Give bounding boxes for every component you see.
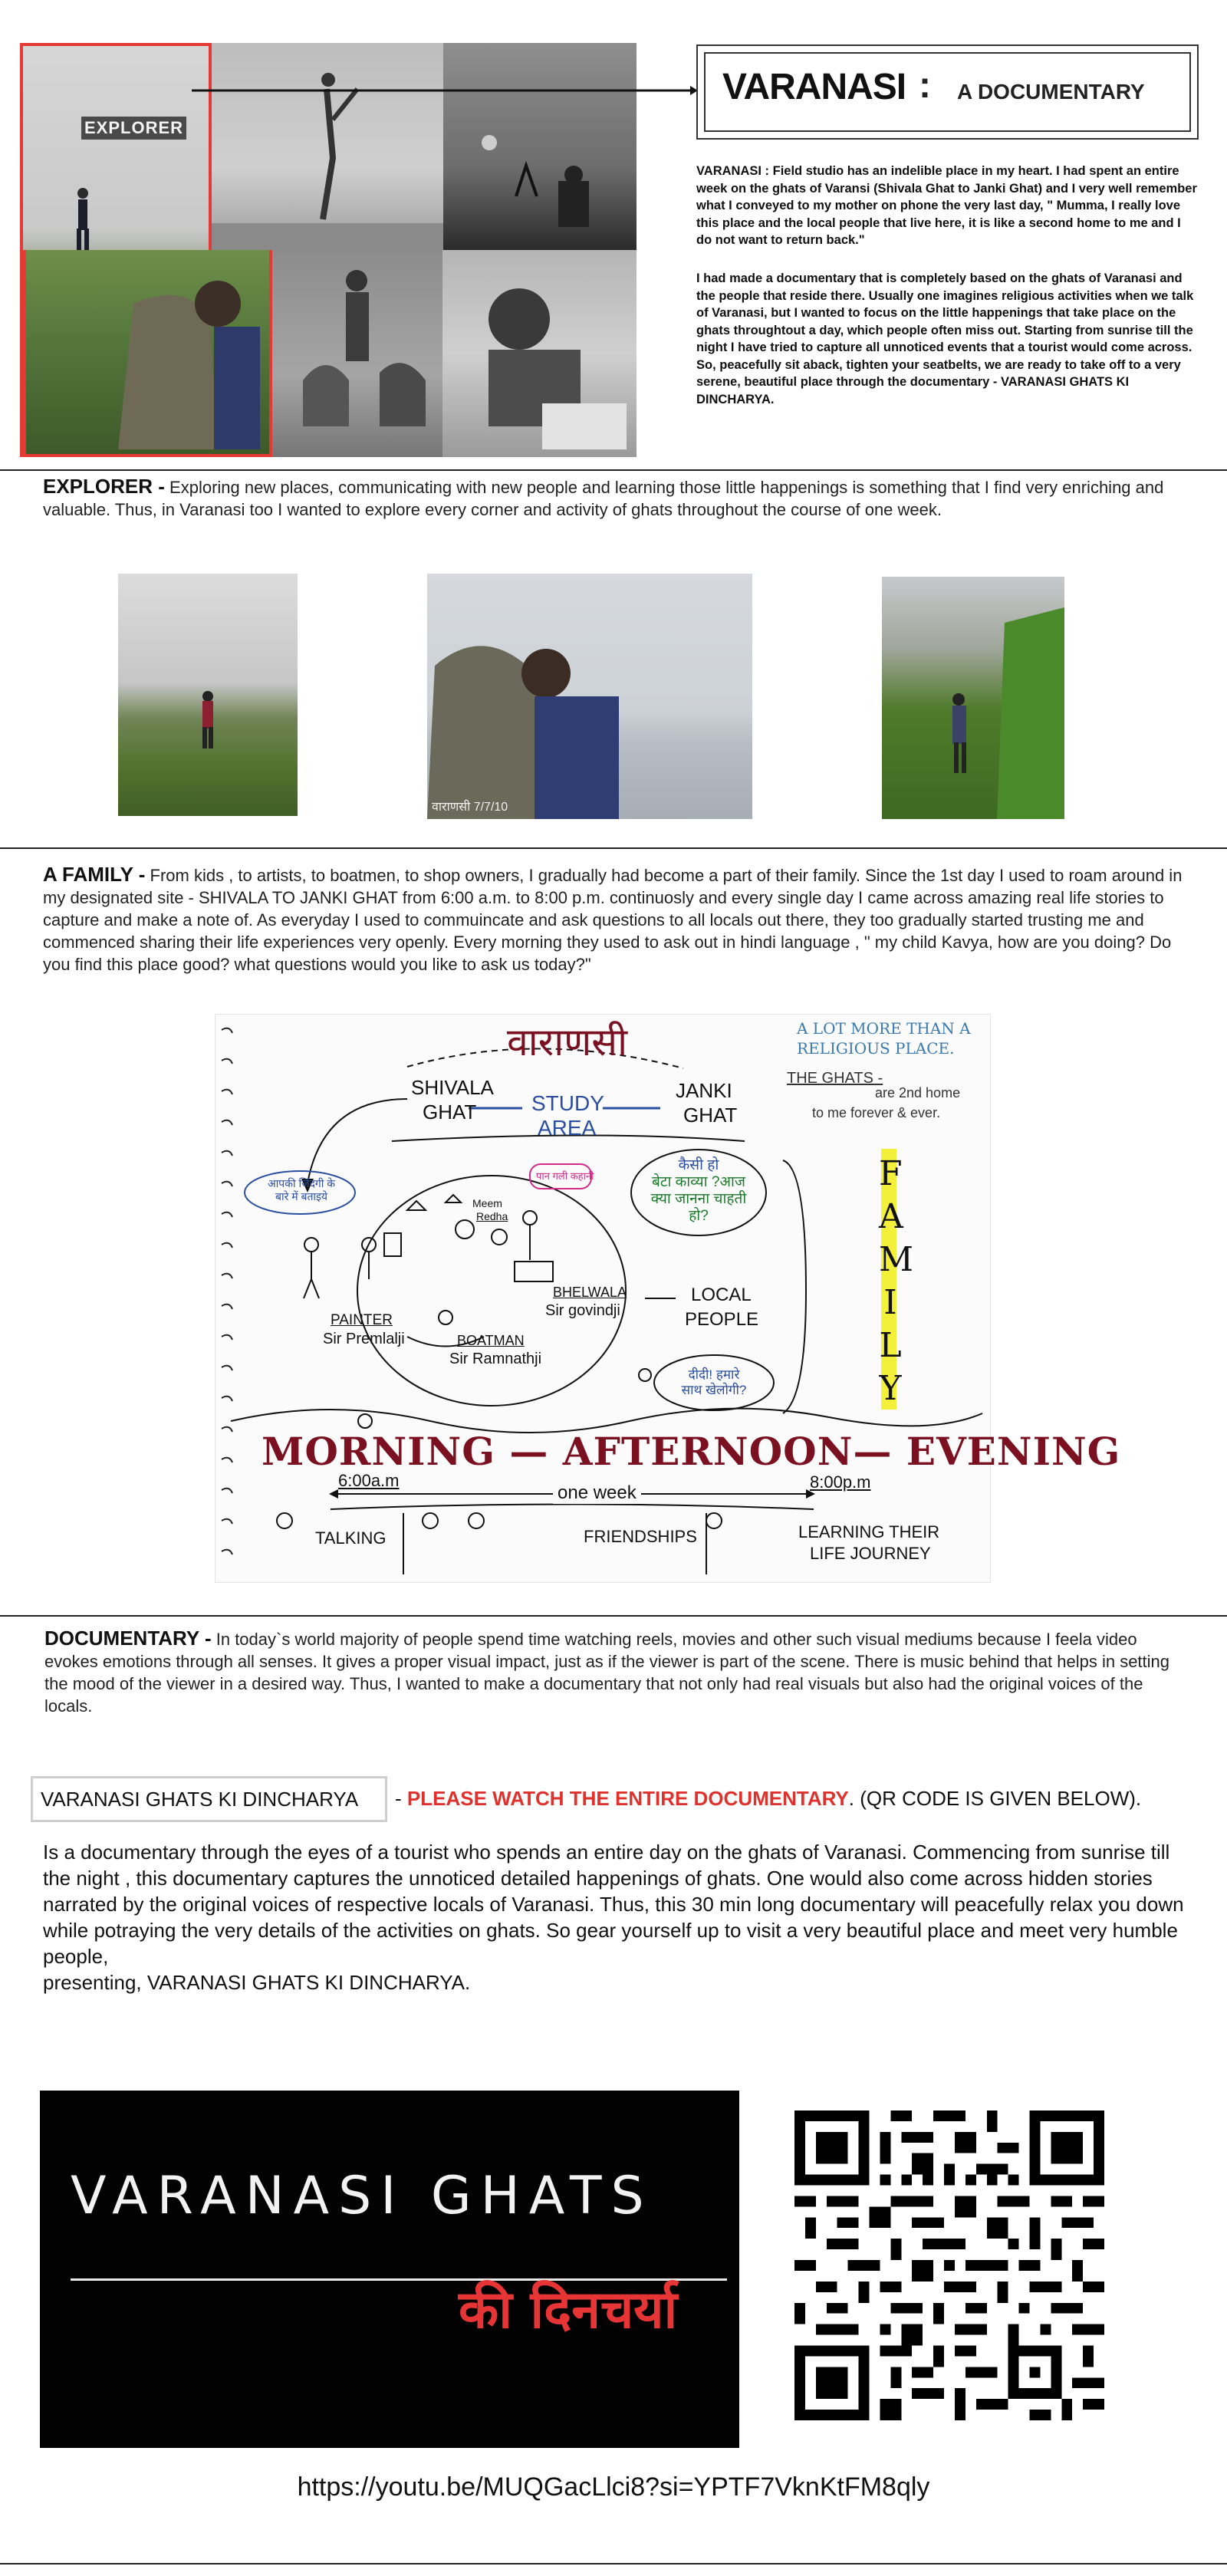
sketch-bubble-2-line-1: कैसी हो bbox=[678, 1157, 719, 1173]
collage-photo-telescope bbox=[443, 43, 637, 250]
explorer-photo-path bbox=[882, 577, 1064, 819]
sketch-painter-name: Sir Premlalji bbox=[323, 1331, 405, 1347]
sketch-boatman-name: Sir Ramnathji bbox=[449, 1351, 542, 1367]
section-divider bbox=[0, 847, 1227, 849]
sketch-note-3: THE GHATS - bbox=[787, 1070, 883, 1087]
sketch-bhelwala: BHELWALA bbox=[553, 1285, 627, 1300]
watch-notice bbox=[395, 1787, 1141, 1811]
dincharya-description-text: Is a documentary through the eyes of a tourist who spends an entire day on the ghats of Varanasi. Commencing from sunrise till the night , this documentary captures the unnoticed detailed happenings of ghats. One would also come across hidden stories narrated by the original voices of respective locals of Varanasi. Thus, this 30 min long documentary will peacefully relax you down while potraying the very details of the activities on ghats. So gear yourself up to visit a very beautiful place and meet very humble people, bbox=[43, 1841, 1184, 1968]
youtube-link[interactable]: https://youtu.be/MUQGacLlci8?si=YPTF7VknKtFM8qly bbox=[297, 2472, 930, 2502]
sketch-hindi-title: वाराणसी bbox=[507, 1020, 628, 1064]
sketch-family-vertical: FAMILY bbox=[879, 1154, 914, 1408]
sketch-time-mid: one week bbox=[553, 1482, 641, 1504]
explorer-heading: EXPLORER - bbox=[43, 475, 165, 498]
page-subtitle: A DOCUMENTARY bbox=[957, 80, 1145, 104]
watch-instruction: PLEASE WATCH THE ENTIRE DOCUMENTARY bbox=[406, 1787, 849, 1810]
collage-label: EXPLORER bbox=[81, 117, 186, 140]
explorer-path-graphic bbox=[882, 577, 1064, 819]
sketch-friendships: FRIENDSHIPS bbox=[584, 1527, 697, 1546]
sketch-shivala: SHIVALA bbox=[411, 1076, 494, 1099]
collage-photo-dancer bbox=[212, 43, 443, 250]
sketch-time-start: 6:00a.m bbox=[338, 1471, 400, 1490]
collage-photo-writing bbox=[442, 250, 637, 457]
family-section bbox=[43, 864, 1193, 975]
sketch-bhelwala-name: Sir govindji bbox=[545, 1302, 620, 1319]
watch-dash: - bbox=[395, 1787, 407, 1810]
sketch-learning-1: LEARNING THEIR bbox=[798, 1522, 940, 1541]
sketch-bubble-1-line-2: बारे में बताइये bbox=[275, 1190, 328, 1202]
sketch-time-end: 8:00p.m bbox=[810, 1472, 871, 1492]
banner-title: VARANASI GHATS bbox=[71, 2166, 653, 2226]
dincharya-presenting: presenting, VARANASI GHATS KI DINCHARYA. bbox=[43, 1971, 471, 1994]
explorer-photo-caption: वाराणसी 7/7/10 bbox=[432, 801, 508, 814]
explorer-photo-river bbox=[427, 574, 752, 819]
collage-photo-backpack bbox=[23, 250, 272, 457]
banner-hindi-title: की दिनचर्या bbox=[459, 2280, 678, 2341]
sketch-boatman: BOATMAN bbox=[457, 1333, 525, 1348]
sketch-bubble-3-line-1: दीदी! हमारे bbox=[688, 1367, 740, 1382]
documentary-text: In today`s world majority of people spend time watching reels, movies and other such visual mediums because I feela video evokes emotions through all senses. It gives a proper visual impact, just as if the viewer is part of the scene. There is music behind that helps in setting the mood of the viewer in a desired way. Thus, I wanted to make a documentary that not only had real visuals but also had the original voices of the locals. bbox=[44, 1630, 1170, 1716]
telescope-figure-graphic bbox=[443, 43, 637, 250]
qr-note: . (QR CODE IS GIVEN BELOW). bbox=[848, 1787, 1142, 1810]
dogs-figure-graphic bbox=[272, 250, 442, 457]
sketch-bubble-1 bbox=[255, 1177, 347, 1203]
collage-arrow bbox=[192, 83, 698, 98]
sketch-study: STUDY bbox=[531, 1091, 604, 1115]
title-colon: : bbox=[919, 65, 931, 106]
page-title: VARANASI bbox=[722, 67, 906, 107]
family-heading: A FAMILY - bbox=[43, 863, 146, 886]
sketch-note-1: A LOT MORE THAN A bbox=[797, 1019, 971, 1038]
documentary-banner[interactable] bbox=[40, 2091, 739, 2448]
sketch-talking: TALKING bbox=[315, 1528, 387, 1548]
explorer-hiker-graphic bbox=[118, 574, 298, 816]
sketch-janki: JANKI bbox=[676, 1079, 732, 1102]
intro-paragraph-2: I had made a documentary that is completely based on the ghats of Varanasi and the people that reside there. Usually one imagines religious activities when we talk of Varanasi, but I wanted to focus on the little happenings that take place on the ghats throughtout a day, which people often miss out. Starting from sunrise till the night I have tried to capture all unnoticed events that a tourist would come across. So, peacefully sit aback, tighten your seatbelts, we are ready to take off to a very serene, beautiful place through the documentary - VARANASI GHATS KI DINCHARYA. bbox=[696, 271, 1194, 406]
sketch-bubble-3-line-2: साथ खेलोगी? bbox=[681, 1383, 747, 1397]
page-bottom-divider bbox=[0, 2563, 1227, 2564]
sketch-redha: Redha bbox=[476, 1210, 508, 1222]
backpack-figure-graphic bbox=[26, 250, 272, 457]
sketch-learning-2: LIFE JOURNEY bbox=[810, 1544, 931, 1563]
sketch-shivala-ghat: GHAT bbox=[423, 1100, 477, 1124]
intro-paragraph-1: VARANASI : Field studio has an indelible place in my heart. I had spent an entire week on the ghats of Varansi (Shivala Ghat to Janki Ghat) and I very well remember what I conveyed to my mother on phone the very last day, " Mumma, I really love this place and the local people that live here, it is like a second home to me and I do not want to return back." bbox=[696, 164, 1197, 247]
sketch-note-4: are 2nd home bbox=[875, 1085, 961, 1100]
title-box-inner bbox=[704, 52, 1191, 132]
documentary-section bbox=[44, 1627, 1195, 1717]
writing-figure-graphic bbox=[442, 250, 637, 457]
qr-code-icon[interactable] bbox=[794, 2110, 1104, 2420]
explorer-text: Exploring new places, communicating with new people and learning those little happenings is something that I find very enriching and valuable. Thus, in Varanasi too I wanted to explore every corner and activity of ghats throughout the course of one week. bbox=[43, 478, 1164, 519]
sketch-bubble-3 bbox=[664, 1367, 764, 1398]
sketch-bubble-2 bbox=[641, 1157, 756, 1225]
family-text: From kids , to artists, to boatmen, to shop owners, I gradually had become a part of their family. Since the 1st day I used to roam around in my designated site - SHIVALA TO JANKI GHAT from 6:00 a.m. to 8:00 p.m. continuosly and every single day I came across amazing real life stories to capture and make a note of. As everyday I used to commuincate and ask questions to all locals out there, they too gradually started trusting me and commenced sharing their life experiences very openly. Every morning they used to ask out in hindi language , " my child Kavya, how are you doing? Do you find this place good? what questions would you like to ask us today?" bbox=[43, 866, 1183, 974]
sketch-timeline: MORNING — AFTERNOON— EVENING bbox=[262, 1429, 1121, 1474]
sketch-janki-ghat: GHAT bbox=[683, 1104, 738, 1127]
sketch-note-2: RELIGIOUS PLACE. bbox=[797, 1039, 955, 1058]
title-box bbox=[696, 44, 1199, 140]
sketch-painter: PAINTER bbox=[331, 1312, 393, 1328]
sketch-bubble-1-line-1: आपकी जिंदगी के bbox=[267, 1177, 336, 1189]
documentary-heading: DOCUMENTARY - bbox=[44, 1627, 212, 1650]
sketch-area: AREA bbox=[538, 1116, 597, 1140]
sketch-bubble-2-line-4: हो? bbox=[689, 1208, 709, 1224]
explorer-river-graphic bbox=[427, 574, 752, 819]
sketch-local: LOCAL bbox=[691, 1285, 752, 1305]
sketch-people: PEOPLE bbox=[685, 1309, 759, 1330]
sketch-note-5: to me forever & ever. bbox=[812, 1105, 941, 1120]
dancer-figure-graphic bbox=[212, 43, 443, 250]
sketch-pink-label: पान गली कहानी bbox=[536, 1170, 594, 1182]
sketch-bubble-2-line-2: बेटा काव्या ?आज bbox=[652, 1174, 745, 1190]
study-area-sketch bbox=[215, 1014, 1121, 1583]
section-divider bbox=[0, 1615, 1227, 1617]
collage-photo-dogs bbox=[272, 250, 442, 457]
explorer-section bbox=[43, 475, 1193, 521]
explorer-photo-hill bbox=[118, 574, 298, 816]
dincharya-description bbox=[43, 1839, 1193, 1995]
sketch-meem: Meem bbox=[472, 1197, 502, 1209]
dincharya-title-box: VARANASI GHATS KI DINCHARYA bbox=[31, 1776, 387, 1822]
sketch-bubble-2-line-3: क्या जानना चाहती bbox=[650, 1191, 747, 1207]
section-divider bbox=[0, 469, 1227, 471]
